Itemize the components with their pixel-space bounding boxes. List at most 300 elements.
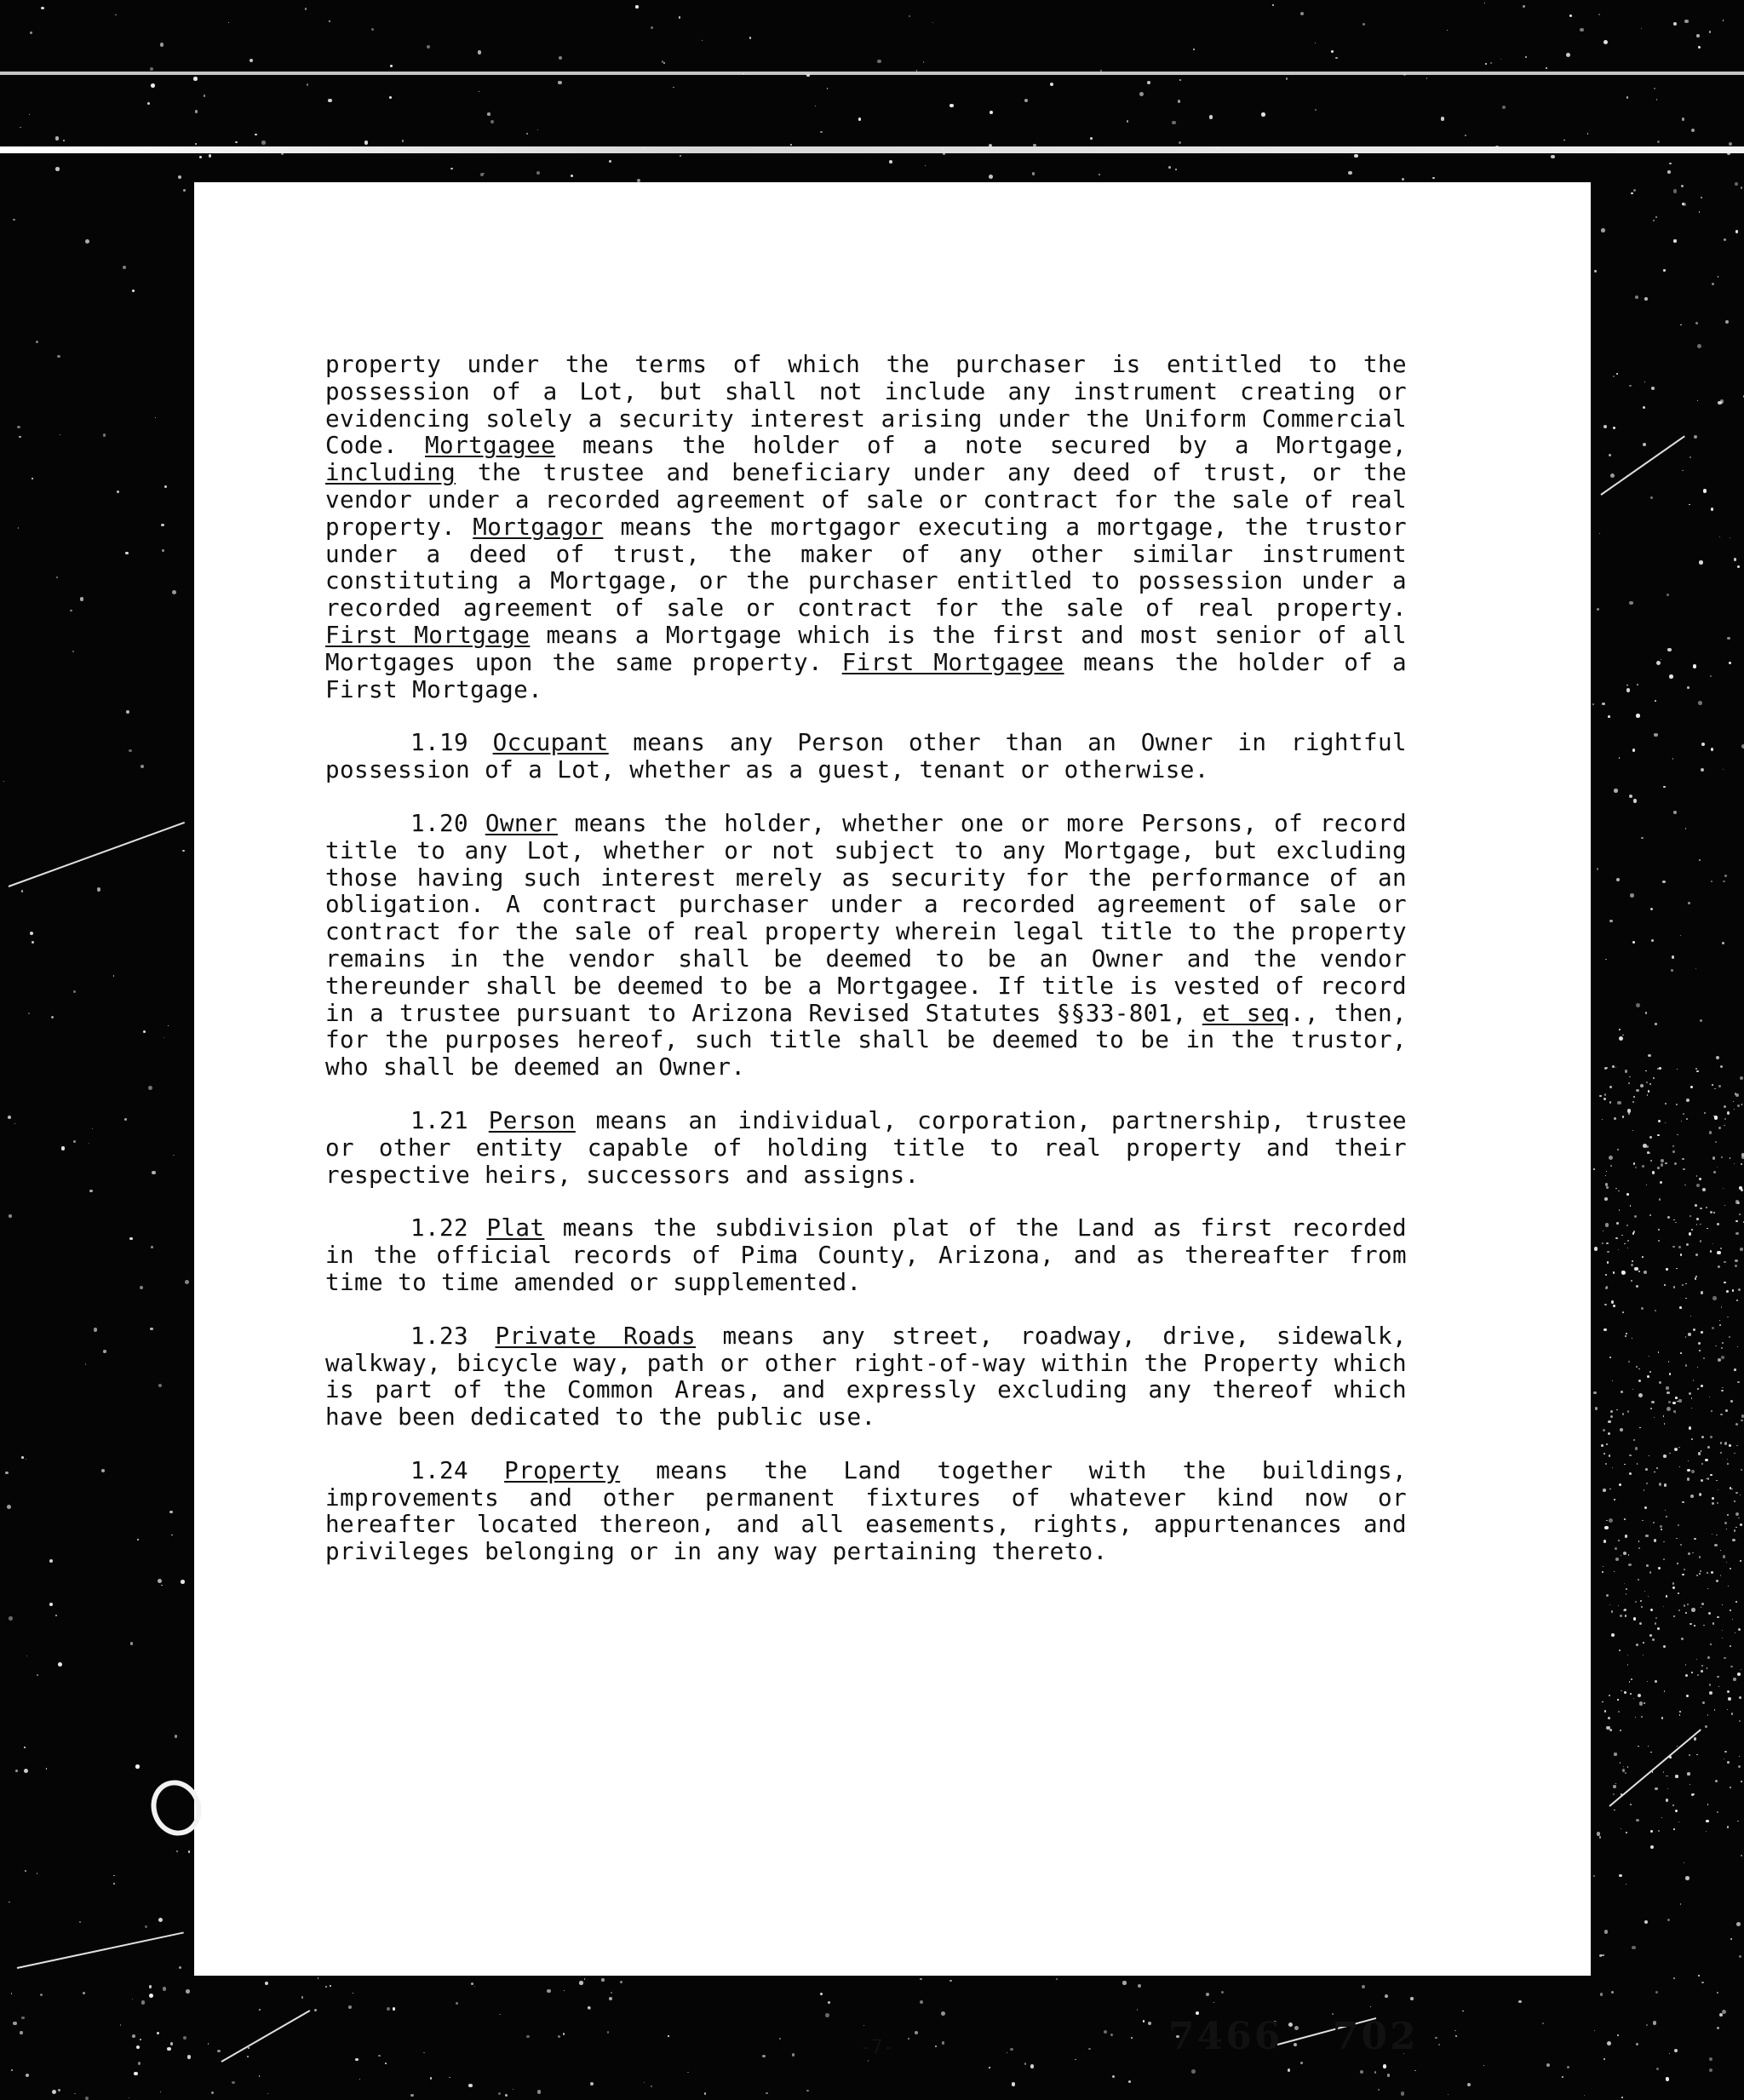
scan-speckle [1360,2070,1363,2074]
scan-speckle [1715,1780,1718,1782]
scan-speckle [1687,1477,1690,1481]
scan-speckle [1626,1832,1627,1833]
scan-speckle [1104,2030,1107,2034]
scan-speckle [1691,1397,1692,1398]
scan-speckle [1634,1215,1637,1218]
scan-speckle [1714,1088,1716,1090]
scan-speckle [1702,1701,1705,1704]
scan-speckle [120,2024,122,2026]
scan-speckle [1658,1567,1661,1569]
scan-speckle [1609,1156,1613,1160]
scan-speckle [1658,1229,1660,1231]
scan-speckle [160,43,164,46]
scan-speckle [1672,1246,1674,1248]
scan-speckle [1644,1271,1646,1273]
scan-speckle [1605,1287,1608,1289]
scan-speckle [168,1025,169,1027]
scan-speckle [1676,1104,1678,1105]
scan-speckle [1699,1493,1701,1495]
scan-speckle [1410,1997,1413,2000]
scan-speckle [1621,1690,1622,1692]
scan-speckle [468,2084,473,2088]
page-number: -7- [835,2037,920,2058]
scan-speckle [1655,1310,1656,1311]
scan-speckle [1701,1291,1703,1294]
scan-speckle [1655,700,1656,702]
scan-speckle [1655,1787,1657,1790]
scan-speckle [1602,1242,1604,1245]
scan-speckle [1354,154,1358,158]
scan-speckle [1604,1304,1607,1306]
scan-speckle [990,111,993,114]
document-page [194,182,1591,1976]
scan-speckle [32,478,33,479]
scan-speckle [1276,151,1278,152]
scan-speckle [11,1993,12,1994]
scan-speckle [1668,1401,1671,1403]
scan-speckle [1617,1101,1621,1105]
scan-speckle [1605,1223,1609,1226]
scan-speckle [1615,1188,1617,1190]
scan-speckle [232,2081,234,2084]
scan-speckle [51,1016,54,1018]
scan-speckle [1674,1448,1678,1451]
scan-speckle [1619,1209,1620,1210]
paragraph [325,1214,1407,1295]
scan-speckle [1075,2059,1076,2060]
scan-speckle [423,2052,425,2054]
scan-speckle [1717,1167,1718,1168]
scan-speckle [1649,1083,1651,1085]
scan-speckle [1632,1946,1635,1949]
scan-speckle [1625,1535,1627,1537]
scan-speckle [1348,171,1351,175]
scan-speckle [1730,1609,1731,1611]
scan-speckle [1630,893,1634,898]
scan-speckle [1625,1615,1627,1617]
scan-speckle [1667,594,1669,596]
scan-speckle [1619,1874,1622,1878]
scan-scratch [17,1931,184,1969]
scan-speckle [427,45,430,49]
scan-speckle [1705,1725,1707,1728]
scan-speckle [1603,1489,1606,1492]
scan-speckle [1629,1455,1631,1456]
scan-speckle [1602,1119,1603,1120]
scan-speckle [1663,1541,1664,1542]
scan-speckle [259,2009,261,2011]
scan-speckle [1632,941,1635,944]
scan-speckle [1649,1371,1651,1373]
defined-term: Mortgagee [425,431,555,459]
scan-speckle [1722,1342,1724,1344]
scan-speckle [1689,1754,1690,1756]
scan-speckle [1175,169,1177,170]
scan-speckle [172,590,176,594]
scan-speckle [474,1986,475,1987]
scan-speckle [1699,859,1701,861]
scan-speckle [1699,1573,1701,1575]
scan-speckle [1618,1711,1620,1713]
scan-speckle [217,2050,221,2053]
scan-speckle [1651,1609,1652,1610]
scan-speckle [1629,1681,1630,1682]
scan-speckle [1717,1992,1718,1994]
scan-speckle [1658,1830,1661,1833]
scan-speckle [1669,2053,1670,2054]
scan-speckle [1715,1345,1717,1347]
scan-speckle [1688,1333,1690,1335]
scan-speckle [199,156,202,158]
scan-speckle [325,1986,327,1988]
scan-speckle [152,1171,156,1175]
scan-speckle [160,2091,161,2092]
scan-speckle [1603,1328,1606,1331]
scan-speckle [1567,2066,1569,2068]
scan-speckle [150,67,153,71]
scan-speckle [1672,1145,1674,1147]
scan-speckle [73,1140,76,1143]
scan-speckle [387,2007,390,2011]
scan-speckle [1693,1793,1695,1795]
scan-speckle [1622,1413,1625,1415]
scan-speckle [449,2077,450,2078]
scan-speckle [609,1997,612,2000]
scan-speckle [1667,648,1671,651]
scan-speckle [1635,1167,1637,1168]
scan-speckle [1675,1222,1677,1224]
scan-speckle [30,932,33,935]
text-run: means an individual, corporation, partnership, trustee or other entity capable of holding title to real property and their respective heirs, successors and assigns. [325,1106,1407,1189]
scan-speckle [1602,1571,1603,1573]
scan-speckle [1605,1463,1607,1465]
scan-speckle [1378,2089,1380,2091]
scan-speckle [704,2092,707,2095]
scan-speckle [1737,565,1740,568]
scan-speckle [430,2077,432,2079]
scan-speckle [1650,1830,1653,1833]
scan-speckle [1672,758,1674,760]
scan-speckle [1090,137,1093,140]
scan-speckle [1651,1401,1654,1403]
scan-speckle [1741,1163,1742,1165]
scan-speckle [235,141,237,143]
scan-speckle [265,1982,268,1985]
scan-speckle [1604,1710,1607,1713]
scan-speckle [1644,1506,1647,1509]
scan-speckle [1675,1397,1678,1399]
scan-speckle [1680,1903,1682,1905]
text-run: means the mortgagor executing a mortgage, the trustor under a deed of trust, the maker of any other similar instrument constituting a Mortgage, or the purchaser entitled to possession under a recorded agreement of sale or contract for the sale of real property. [325,513,1407,622]
scan-speckle [909,15,910,17]
scan-speckle [1701,1450,1702,1452]
scan-speckle [1633,799,1637,802]
scan-speckle [1288,2068,1291,2072]
scan-speckle [1734,1500,1735,1502]
scan-speckle [1607,1261,1609,1264]
scan-speckle [1613,1305,1615,1307]
scan-speckle [314,2009,317,2011]
scan-speckle [1646,2024,1648,2026]
scan-speckle [1685,1876,1690,1880]
scan-speckle [611,1992,612,1994]
scan-speckle [1727,1709,1728,1710]
scan-speckle [1644,297,1647,300]
scan-speckle [1490,62,1492,64]
scan-speckle [163,1987,166,1990]
scan-speckle [1633,1439,1634,1440]
scan-speckle [480,173,484,176]
scan-speckle [1286,77,1288,79]
scan-speckle [1693,664,1697,668]
scan-speckle [58,1662,62,1667]
scan-speckle [124,1118,127,1121]
scan-speckle [609,160,611,162]
scan-speckle [1644,1591,1645,1592]
scan-speckle [1653,220,1654,221]
scan-speckle [1609,1695,1610,1696]
scan-speckle [1693,1328,1695,1331]
scan-speckle [1632,1101,1634,1103]
scan-speckle [1633,189,1636,192]
scan-speckle [1696,1175,1697,1176]
scan-speckle [1736,1300,1738,1301]
scan-speckle [1621,1391,1623,1393]
scan-speckle [1666,1776,1667,1777]
scan-speckle [1663,786,1666,789]
scan-speckle [1680,1254,1682,1255]
scan-speckle [1701,1665,1703,1667]
scan-speckle [1608,1717,1610,1719]
scan-speckle [1720,1575,1722,1576]
scan-speckle [1721,1356,1724,1359]
scan-speckle [1609,920,1612,922]
scan-speckle [1636,1003,1640,1007]
scan-speckle [364,141,368,144]
scan-speckle [1724,1751,1726,1753]
scan-speckle [1701,1670,1703,1673]
scan-speckle [1374,2071,1377,2074]
scan-speckle [1697,400,1698,401]
scan-speckle [1649,1356,1650,1357]
scan-speckle [1638,1694,1641,1697]
scan-speckle [1612,1467,1613,1468]
scan-speckle [1607,2041,1611,2045]
scan-speckle [1033,144,1036,146]
scan-speckle [1616,878,1620,881]
defined-term: et seq [1202,999,1290,1027]
scan-speckle [149,1985,152,1988]
scan-speckle [1691,1672,1693,1673]
scan-speckle [1658,1120,1661,1122]
scan-speckle [148,1086,152,1090]
paragraph [325,1107,1407,1188]
scan-speckle [1631,1678,1632,1680]
scan-speckle [1620,1762,1621,1764]
scan-speckle [1718,401,1721,405]
scan-speckle [1700,1208,1702,1210]
scan-speckle [1611,1610,1614,1613]
scan-speckle [1711,881,1712,882]
scan-speckle [1717,2027,1719,2029]
scan-speckle [211,2091,214,2094]
scan-speckle [1659,1067,1661,1070]
scan-speckle [1032,172,1036,175]
scan-speckle [132,290,135,292]
scan-speckle [1717,1616,1718,1618]
scan-speckle [1605,1175,1606,1176]
scan-speckle [1699,1350,1701,1351]
scan-speckle [456,2002,458,2005]
scan-speckle [208,2043,209,2045]
scan-speckle [563,2033,565,2035]
scan-speckle [1110,2034,1113,2036]
scan-speckle [1624,1609,1626,1611]
scan-speckle [113,1875,115,1877]
scan-speckle [155,417,156,418]
scan-speckle [949,1980,952,1982]
scan-speckle [72,651,74,652]
defined-term: Plat [486,1214,544,1242]
scan-speckle [1701,1463,1703,1465]
scan-speckle [806,2090,808,2091]
scan-speckle [1741,1855,1742,1856]
scan-speckle [1721,1390,1723,1391]
scan-speckle [1441,117,1445,121]
scan-speckle [1741,1420,1743,1422]
scan-speckle [1735,182,1738,186]
scan-speckle [1701,1385,1703,1387]
scan-speckle [1712,1084,1713,1086]
scan-speckle [1627,1655,1629,1656]
scan-speckle [1716,1056,1719,1059]
scan-speckle [1715,1141,1717,1143]
scan-scratch [9,822,185,887]
scan-speckle [1701,1982,1704,1984]
scan-speckle [1614,1499,1615,1500]
scan-speckle [1739,1696,1741,1699]
scan-speckle [1727,1690,1730,1693]
scan-speckle [1168,166,1171,169]
scan-speckle [1685,1674,1688,1677]
scan-speckle [1737,1381,1740,1384]
scan-speckle [1649,1214,1651,1216]
scan-speckle [1613,376,1615,377]
scan-speckle [1667,1788,1668,1789]
scan-speckle [1669,674,1673,679]
scan-speckle [820,1993,823,1995]
scan-speckle [1661,1529,1662,1530]
scan-speckle [1010,2048,1013,2051]
scan-speckle [1112,2075,1115,2078]
scan-speckle [1735,1512,1739,1516]
scan-speckle [1599,533,1600,534]
scan-speckle [1699,211,1701,213]
scan-speckle [1641,28,1642,29]
scan-speckle [228,22,229,23]
scan-speckle [117,491,119,493]
scan-speckle [651,2086,652,2087]
scan-speckle [1672,1586,1674,1588]
defined-term: Private Roads [495,1322,696,1350]
scan-speckle [1221,1991,1224,1994]
scan-speckle [1625,1070,1627,1072]
scan-speckle [40,1994,43,1996]
scan-speckle [1626,688,1630,691]
scan-speckle [301,1996,303,1998]
scan-speckle [1707,1446,1710,1449]
scan-speckle [792,2053,795,2057]
scan-speckle [1638,1380,1641,1382]
scan-speckle [1709,1691,1712,1695]
scan-speckle [1680,1544,1683,1546]
text-run: means the subdivision plat of the Land as first recorded in the official records of Pima County, Arizona, and as thereafter from time to time amended or supplemented. [325,1214,1407,1296]
scan-speckle [255,134,257,136]
scan-speckle [687,2072,689,2074]
scan-speckle [766,2092,767,2094]
scan-speckle [1618,1191,1620,1192]
scan-speckle [1618,1540,1620,1541]
scan-speckle [1661,1163,1663,1166]
scan-speckle [537,2090,541,2093]
scan-speckle [183,2036,187,2040]
scan-speckle [1614,789,1618,793]
scan-speckle [1606,1171,1607,1172]
scan-speckle [1178,100,1181,103]
scan-speckle [1678,1246,1681,1248]
scan-speckle [113,1883,115,1885]
scan-speckle [1597,1832,1601,1836]
scan-speckle [1687,1772,1690,1775]
scan-speckle [1720,1550,1721,1551]
scan-speckle [1727,1761,1730,1764]
scan-speckle [1627,1664,1628,1665]
scan-speckle [5,1472,9,1475]
scan-speckle [137,1539,139,1541]
scan-speckle [178,175,181,179]
scan-speckle [1712,1243,1713,1244]
scan-speckle [1739,1955,1741,1958]
scan-speckle [1401,2091,1404,2095]
scan-speckle [145,1925,147,1928]
scan-speckle [1645,1070,1647,1072]
scan-speckle [1602,703,1604,705]
scan-speckle [668,2035,669,2037]
scan-speckle [1609,1357,1611,1358]
scan-speckle [1691,1470,1695,1473]
scan-speckle [1729,1444,1731,1447]
scan-speckle [1666,1386,1668,1389]
scan-speckle [1603,1540,1606,1542]
scan-speckle [1653,2021,1656,2024]
scan-speckle [1648,1090,1649,1092]
scan-speckle [1735,1423,1738,1426]
scan-speckle [1720,1452,1722,1454]
scan-speckle [949,104,953,107]
scan-speckle [55,1615,57,1616]
scan-speckle [1631,1280,1632,1282]
scan-speckle [1611,1633,1615,1637]
scan-speckle [1719,1324,1721,1326]
scan-speckle [1717,1502,1718,1504]
scan-speckle [1624,1691,1626,1694]
scan-speckle [1689,1392,1691,1395]
scan-speckle [1593,1875,1595,1877]
scan-speckle [1644,1702,1645,1704]
scan-speckle [1643,1642,1644,1644]
scan-speckle [1592,703,1594,705]
scan-speckle [1143,2020,1144,2022]
